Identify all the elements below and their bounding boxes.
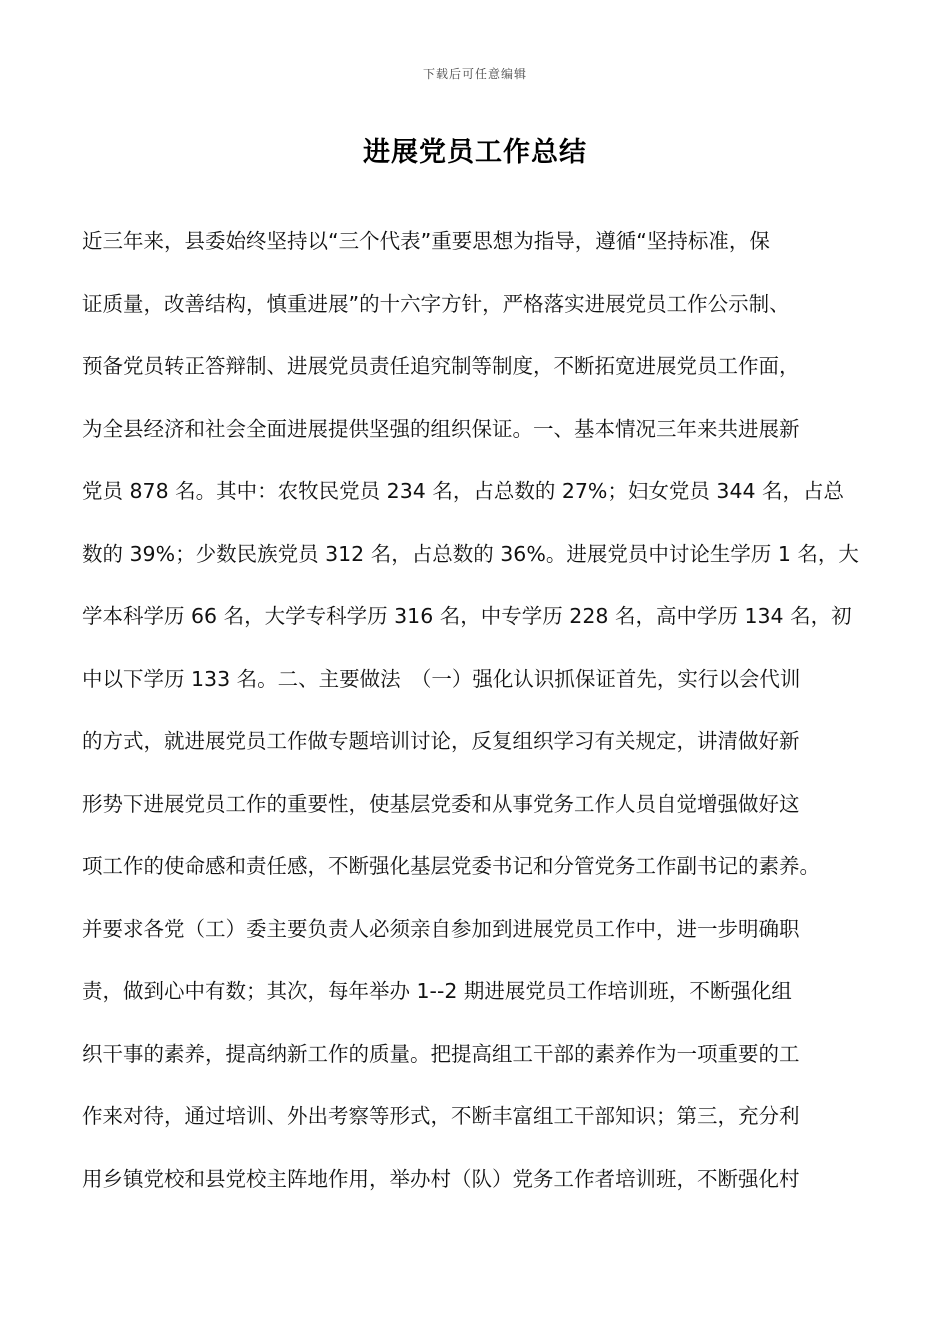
text-line: 织干事的素养，提高纳新工作的质量。把提高组工干部的素养作为一项重要的工 [82,1041,800,1066]
text-line: 责，做到心中有数；其次，每年举办 1--2 期进展党员工作培训班，不断强化组 [82,979,792,1003]
text-line: 形势下进展党员工作的重要性，使基层党委和从事党务工作人员自觉增强做好这 [82,791,800,816]
text-line: 为全县经济和社会全面进展提供坚强的组织保证。一、基本情况三年来共进展新 [82,416,800,441]
text-line: 党员 878 名。其中：农牧民党员 234 名，占总数的 27%；妇女党员 344 名，占总 [82,479,845,503]
text-line: 数的 39%；少数民族党员 312 名，占总数的 36%。进展党员中讨论生学历 1 名，大 [82,541,859,566]
body-text [82,210,872,1210]
text-line: 并要求各党（工）委主要负责人必须亲自参加到进展党员工作中，进一步明确职 [82,916,800,941]
text-line: 中以下学历 133 名。二、主要做法 （一）强化认识抓保证首先，实行以会代训 [82,666,801,691]
text-line: 作来对待，通过培训、外出考察等形式，不断丰富组工干部知识；第三，充分利 [82,1104,800,1128]
text-line: 项工作的使命感和责任感，不断强化基层党委书记和分管党务工作副书记的素养。 [82,854,820,878]
text-line: 用乡镇党校和县党校主阵地作用，举办村（队）党务工作者培训班，不断强化村 [82,1166,800,1191]
header-note: 下载后可任意编辑 [422,67,527,81]
text-line: 预备党员转正答辩制、进展党员责任追究制等制度，不断拓宽进展党员工作面， [82,354,800,378]
text-line: 证质量，改善结构，慎重进展”的十六字方针，严格落实进展党员工作公示制、 [82,291,790,316]
document-title: 进展党员工作总结 [363,137,587,168]
text-line: 学本科学历 66 名，大学专科学历 316 名，中专学历 228 名，高中学历 134 名，初 [82,604,852,628]
text-line: 近三年来，县委始终坚持以“三个代表”重要思想为指导，遵循“坚持标准，保 [82,229,770,253]
text-line: 的方式，就进展党员工作做专题培训讨论，反复组织学习有关规定，讲清做好新 [82,729,800,753]
